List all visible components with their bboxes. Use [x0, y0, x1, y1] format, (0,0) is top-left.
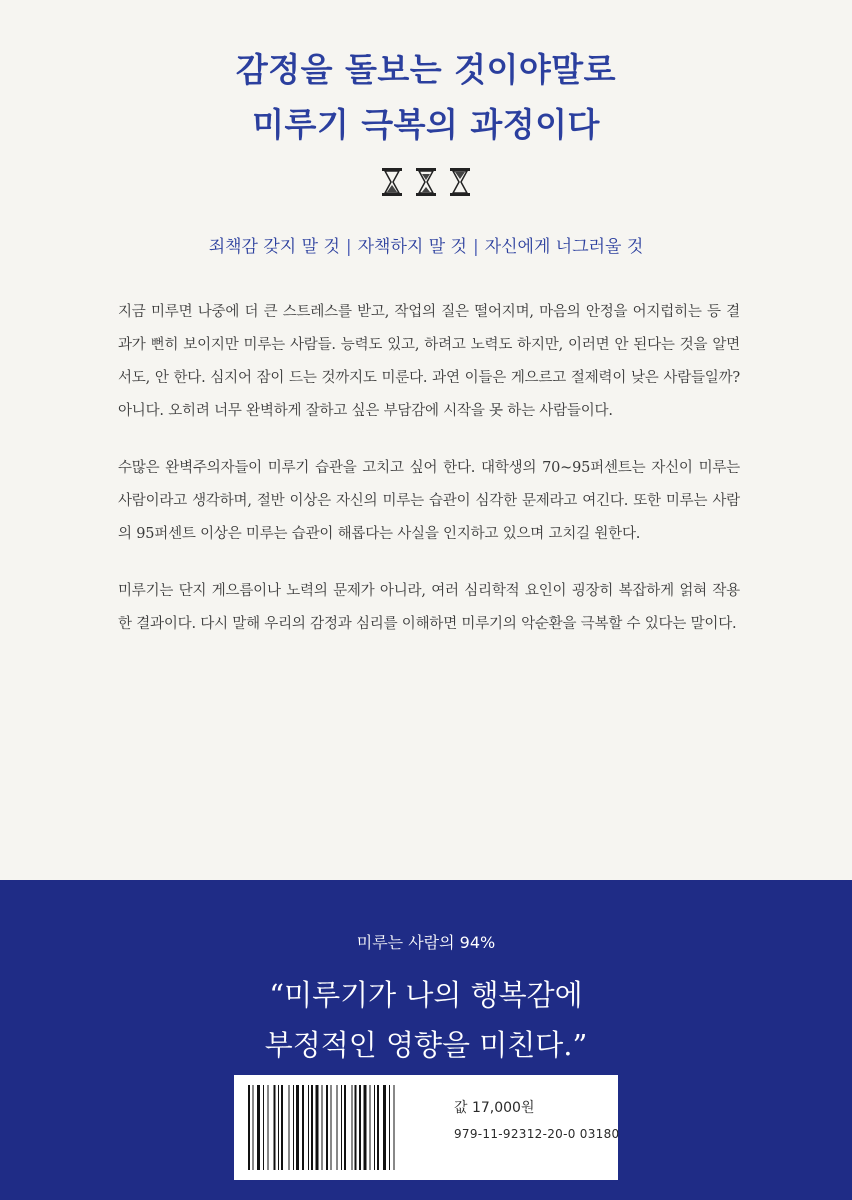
- barcode-bar: [370, 1085, 371, 1170]
- barcode-bar: [322, 1085, 323, 1170]
- barcode-bar: [281, 1085, 283, 1170]
- barcode-bar: [257, 1085, 260, 1170]
- barcode-bar: [278, 1085, 279, 1170]
- barcode-bar: [352, 1085, 353, 1170]
- isbn-number: 979-11-92312-20-0 03180: [454, 1127, 620, 1141]
- barcode-bar: [326, 1085, 328, 1170]
- tagline-part-2: 자책하지 말 것: [357, 237, 467, 257]
- blue-band: [0, 880, 852, 1200]
- headline: [0, 42, 852, 152]
- barcode-bar: [377, 1085, 379, 1170]
- tagline-separator: |: [472, 237, 479, 257]
- barcode-bar: [383, 1085, 386, 1170]
- barcode-bar: [263, 1085, 264, 1170]
- barcode-bar: [359, 1085, 361, 1170]
- tagline-part-1: 죄책감 갖지 말 것: [208, 237, 340, 257]
- headline-line-1: 감정을 돌보는 것이야말로: [235, 50, 617, 89]
- barcode-bar: [364, 1085, 367, 1170]
- tagline-separator: |: [345, 237, 352, 257]
- headline-line-2: 미루기 극복의 과정이다: [252, 105, 600, 144]
- pull-quote: [0, 970, 852, 1070]
- barcode-bar: [374, 1085, 375, 1170]
- barcode-bar: [341, 1085, 342, 1170]
- tagline-part-3: 자신에게 너그러울 것: [484, 237, 644, 257]
- barcode: [248, 1085, 444, 1170]
- barcode-bar: [296, 1085, 299, 1170]
- statistic-caption: 미루는 사람의 94%: [356, 933, 496, 952]
- barcode-bar: [331, 1085, 332, 1170]
- barcode-bar: [394, 1085, 395, 1170]
- hourglass-icon: [381, 168, 403, 196]
- barcode-bar: [289, 1085, 290, 1170]
- barcode-bar: [344, 1085, 346, 1170]
- barcode-bar: [248, 1085, 250, 1170]
- barcode-bar: [268, 1085, 269, 1170]
- barcode-bar: [316, 1085, 319, 1170]
- body-paragraph-3: 미루기는 단지 게으름이나 노력의 문제가 아니라, 여러 심리학적 요인이 굉장히 복잡하게 얽혀 작용한 결과이다. 다시 말해 우리의 감정과 심리를 이해하면 미루기의 악순환을 극복할 수 있다는 말이다.: [118, 583, 740, 632]
- barcode-bar: [274, 1085, 276, 1170]
- body-text: [118, 296, 740, 665]
- barcode-bar: [308, 1085, 309, 1170]
- hourglass-icon: [415, 168, 437, 196]
- barcode-bar: [355, 1085, 357, 1170]
- barcode-bar: [253, 1085, 254, 1170]
- price-label: 값 17,000원: [454, 1100, 535, 1116]
- barcode-bar: [293, 1085, 294, 1170]
- barcode-bar: [302, 1085, 304, 1170]
- hourglass-row: [0, 168, 852, 196]
- barcode-bar: [337, 1085, 338, 1170]
- hourglass-icon: [449, 168, 471, 196]
- barcode-panel: [234, 1075, 618, 1180]
- barcode-bar: [389, 1085, 390, 1170]
- quote-line-1: “미루기가 나의 행복감에: [269, 978, 583, 1012]
- barcode-bar: [311, 1085, 313, 1170]
- quote-line-2: 부정적인 영향을 미친다.”: [264, 1028, 588, 1062]
- tagline: [0, 232, 852, 257]
- body-paragraph-1: 지금 미루면 나중에 더 큰 스트레스를 받고, 작업의 질은 떨어지며, 마음의 안정을 어지럽히는 등 결과가 뻔히 보이지만 미루는 사람들. 능력도 있고, 하려고 노력도 하지만, 이러면 안 된다는 것을 알면서도, 안 한다. 심지어 잠이 드는 것까지도 미룬다. 과연 이들은 게으르고 절제력이 낮은 사람들일까? 아니다. 오히려 너무 완벽하게 잘하고 싶은 부담감에 시작을 못 하는 사람들이다.: [118, 304, 740, 419]
- body-paragraph-2: 수많은 완벽주의자들이 미루기 습관을 고치고 싶어 한다. 대학생의 70~95퍼센트는 자신이 미루는 사람이라고 생각하며, 절반 이상은 자신의 미루는 습관이 심각한 문제라고 여긴다. 또한 미루는 사람의 95퍼센트 이상은 미루는 습관이 해롭다는 사실을 인지하고 있으며 고치길 원한다.: [118, 460, 740, 542]
